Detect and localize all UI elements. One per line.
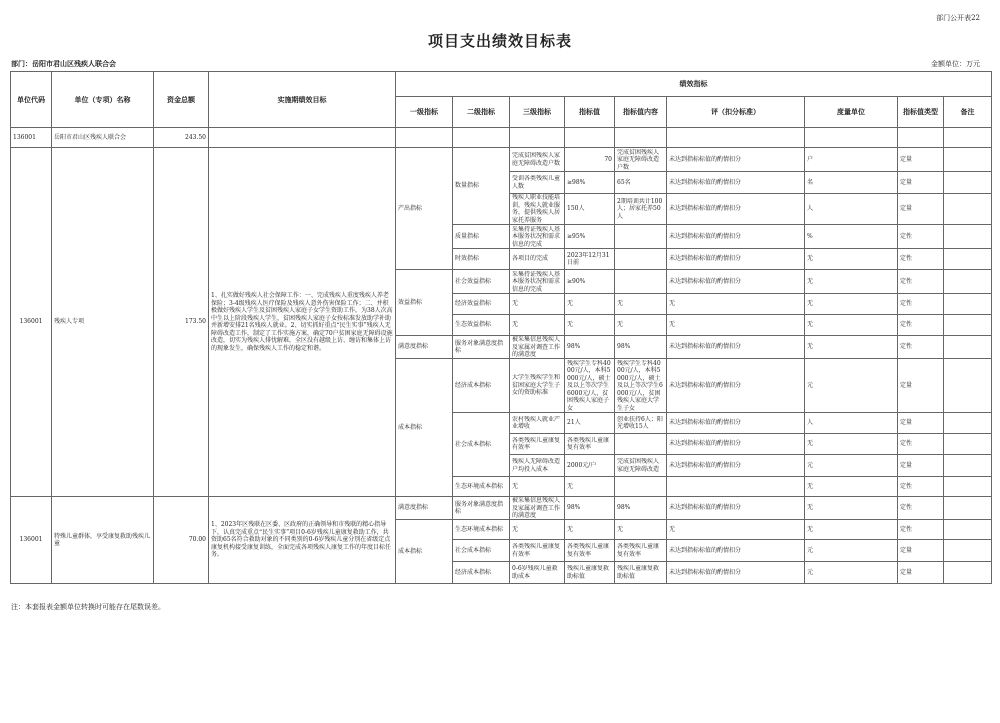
- indicator-type: 定量: [898, 540, 944, 562]
- indicator-measure: 户: [805, 148, 898, 172]
- indicator-score: 无: [667, 294, 805, 315]
- indicator-value: 无: [565, 315, 615, 336]
- indicator-l2: 经济效益指标: [453, 294, 510, 315]
- table-row: [11, 128, 992, 148]
- indicator-measure: 元: [805, 455, 898, 477]
- indicator-l3: 大学生残疾学生和贫困家庭大学生子女的资助标准: [512, 374, 561, 397]
- indicator-l3: 各项目的完成: [510, 249, 565, 270]
- indicator-measure: 无: [805, 434, 898, 455]
- project2-name: 特殊儿童群体，享受康复救助残疾儿童: [52, 497, 154, 584]
- indicator-content: 完成贫困残疾人家庭无障碍改造户数: [617, 148, 660, 171]
- indicator-score: 无: [667, 520, 805, 540]
- header-value: 指标值: [565, 97, 615, 128]
- indicator-score: 未达到指标标值的酌情扣分: [667, 540, 805, 562]
- indicator-l3: 各类残疾儿童康复有效率: [512, 436, 561, 451]
- indicator-type: 定性: [898, 249, 944, 270]
- indicator-score: 未达到指标标值的酌情扣分: [667, 270, 805, 294]
- indicator-measure: 无: [805, 315, 898, 336]
- indicator-value: ≥90%: [565, 270, 615, 294]
- indicator-value: 70: [565, 148, 615, 172]
- indicator-measure: 无: [805, 336, 898, 359]
- indicator-value: 残疾儿童康复救助标值: [567, 565, 610, 580]
- header-value-content: 指标值内容: [615, 97, 667, 128]
- indicator-l3: 残疾人无障碍改造户均投入成本: [512, 458, 561, 473]
- indicator-value: ≥95%: [565, 225, 615, 249]
- header-score: 评（扣分标准）: [667, 97, 805, 128]
- indicator-content: 完成贫困残疾人家庭无障碍改造: [617, 458, 660, 473]
- header-type: 指标值类型: [898, 97, 944, 128]
- project1-group-benefit: 效益指标: [396, 270, 453, 336]
- unit-name: 岳阳市君山区残疾人联合会: [52, 128, 154, 148]
- indicator-l2: 社会成本指标: [453, 413, 510, 477]
- indicator-type: 定量: [898, 413, 944, 434]
- indicator-type: 定性: [898, 225, 944, 249]
- table-row: [11, 148, 992, 172]
- indicator-type: 定性: [898, 477, 944, 497]
- indicator-type: 定性: [898, 520, 944, 540]
- indicator-score: 未达到指标标值的酌情扣分: [667, 336, 805, 359]
- unit-amount: 243.50: [154, 128, 209, 148]
- header-indicators: 绩效指标: [396, 72, 992, 97]
- performance-table: [10, 71, 992, 584]
- indicator-content: 无: [615, 520, 667, 540]
- indicator-score: 无: [667, 315, 805, 336]
- indicator-measure: %: [805, 225, 898, 249]
- header-amount: 资金总额: [154, 72, 209, 128]
- indicator-l3: 被采集信息残疾人及家属对调查工作的满意度: [512, 336, 561, 358]
- indicator-l3: 采集持证残疾人基本服务状况和需求信息的完成: [512, 225, 561, 248]
- indicator-content: 各类残疾儿童康复有效率: [617, 543, 660, 558]
- indicator-measure: 无: [805, 520, 898, 540]
- indicator-content: 创业扶持6人；阳光增收15人: [617, 415, 663, 430]
- indicator-l3: 完成贫困残疾人家庭无障碍改造户数: [512, 152, 561, 167]
- indicator-l2: 经济成本指标: [453, 359, 510, 413]
- footnote: 注：本套报表金额单位转换时可能存在尾数误差。: [11, 603, 165, 611]
- unit-code: 136001: [11, 128, 52, 148]
- indicator-l3: 0-6岁残疾儿童救助成本: [512, 565, 558, 580]
- indicator-type: 定性: [898, 336, 944, 359]
- indicator-l3: 无: [510, 315, 565, 336]
- indicator-measure: 无: [805, 270, 898, 294]
- indicator-type: 定量: [898, 194, 944, 225]
- indicator-type: 定量: [898, 172, 944, 194]
- table-row: [11, 497, 992, 520]
- indicator-value: 无: [565, 477, 615, 497]
- project1-amount: 173.50: [154, 148, 209, 497]
- indicator-measure: 无: [805, 477, 898, 497]
- indicator-measure: 无: [805, 249, 898, 270]
- indicator-score: 未达到指标标值的酌情扣分: [667, 359, 805, 413]
- project2-group-cost: 成本指标: [396, 520, 453, 584]
- indicator-l3: 残疾人职业技能培训，残疾人就业服务，提供残疾人居家托养服务: [512, 194, 561, 224]
- indicator-l3: 无: [510, 520, 565, 540]
- indicator-measure: 人: [805, 413, 898, 434]
- indicator-l2: 生态环境成本指标: [453, 520, 510, 540]
- indicator-score: 未达到指标标值的酌情扣分: [667, 434, 805, 455]
- indicator-value: 无: [565, 520, 615, 540]
- indicator-l2: 生态环境成本指标: [453, 477, 510, 497]
- indicator-score: 未达到指标标值的酌情扣分: [667, 562, 805, 584]
- indicator-value: 98%: [565, 336, 615, 359]
- indicator-measure: 无: [805, 294, 898, 315]
- indicator-value: 各类残疾儿童康复有效率: [567, 543, 610, 558]
- header-level2: 二级指标: [453, 97, 510, 128]
- indicator-score: 未达到指标标值的酌情扣分: [667, 225, 805, 249]
- indicator-l3: 无: [510, 294, 565, 315]
- project1-goal: 1、扎实做好残疾人社会保障工作：一、完成残疾人重度残疾人养老保险；3-4级残疾人医疗保险及残疾人意外伤害保险工作；二、并积极做好残疾人学生及贫困残疾人家庭子女学生资助工作，为38人次高中生以上阶段残疾人学生，贫困残疾人家庭子女按标准发放助学补助并新增安排21名残疾人就业。2、切实抓好重点“民生实事”残疾人无障碍改造工作，制定了工作实施方案，确定70户贫困家庭无障碍设施改造，切实为残疾人排忧解难，全区没有越级上访、缠访和集体上访的现象发生，确保残疾人工作的稳定和谐。: [209, 148, 396, 497]
- indicator-l2: 生态效益指标: [453, 315, 510, 336]
- project2-goal: 1、2023年区残联在区委、区政府的正确领导和市残联的精心指导下，认真完成重点“民生实事”项目0-6岁残疾儿童康复救助工作，共资助65名符合救助对象的不同类别的0-6岁残疾儿童分别在省级定点康复机构接受康复训练，全面完成各项残疾人康复工作的年度目标任务。: [209, 497, 396, 584]
- indicator-score: 未达到指标标值的酌情扣分: [667, 455, 805, 477]
- project2-amount: 70.00: [154, 497, 209, 584]
- indicator-l2: 服务对象满意度指标: [453, 497, 510, 520]
- indicator-value: 各类残疾儿童康复有效率: [567, 436, 610, 451]
- header-measure: 度量单位: [805, 97, 898, 128]
- indicator-type: 定性: [898, 315, 944, 336]
- indicator-measure: 元: [805, 562, 898, 584]
- project1-group-cost: 成本指标: [396, 359, 453, 497]
- indicator-score: 未达到指标标值的酌情扣分: [667, 148, 805, 172]
- indicator-value: 2023年12月31日前: [567, 251, 610, 266]
- indicator-measure: 人: [805, 194, 898, 225]
- department-label: 部门：岳阳市君山区残疾人联合会: [11, 59, 116, 68]
- header-remark: 备注: [944, 97, 992, 128]
- header-level3: 三级指标: [510, 97, 565, 128]
- indicator-value: 残疾学生专科4000元/人，本科5000元/人，硕士及以上等次学生6000元/人，贫困残疾人家庭子女: [567, 359, 611, 412]
- indicator-type: 定性: [898, 497, 944, 520]
- amount-unit-label: 金额单位：万元: [931, 60, 980, 68]
- indicator-l2: 社会效益指标: [453, 270, 510, 294]
- indicator-value: 150人: [565, 194, 615, 225]
- indicator-type: 定性: [898, 294, 944, 315]
- page-title: 项目支出绩效目标表: [427, 32, 572, 50]
- indicator-measure: 无: [805, 497, 898, 520]
- indicator-l3: 采集持证残疾人基本服务状况和需求信息的完成: [512, 270, 561, 293]
- indicator-score: 未达到指标标值的酌情扣分: [667, 172, 805, 194]
- indicator-content: 2期培训共计100人；居家托养50人: [617, 197, 663, 220]
- project1-group-output: 产出指标: [396, 148, 453, 270]
- indicator-content: 65名: [615, 172, 667, 194]
- indicator-score: 未达到指标标值的酌情扣分: [667, 413, 805, 434]
- indicator-value: 21人: [565, 413, 615, 434]
- indicator-score: 未达到指标标值的酌情扣分: [667, 194, 805, 225]
- indicator-content: 98%: [615, 336, 667, 359]
- indicator-measure: 元: [805, 540, 898, 562]
- indicator-type: 定量: [898, 455, 944, 477]
- indicator-l2: 经济成本指标: [453, 562, 510, 584]
- indicator-content: 无: [615, 294, 667, 315]
- project1-group-satisfaction: 满意度指标: [396, 336, 453, 359]
- project2-group-satisfaction: 满意度指标: [396, 497, 453, 520]
- indicator-content: 98%: [615, 497, 667, 520]
- indicator-l3: 被采集信息残疾人及家属对调查工作的满意度: [512, 497, 561, 519]
- indicator-type: 定量: [898, 359, 944, 413]
- indicator-l2: 时效指标: [453, 249, 510, 270]
- indicator-type: 定性: [898, 270, 944, 294]
- indicator-type: 定量: [898, 148, 944, 172]
- indicator-score: 未达到指标标值的酌情扣分: [667, 497, 805, 520]
- indicator-l3: 受训各类残疾儿童人数: [512, 175, 561, 190]
- indicator-value: ≥98%: [565, 172, 615, 194]
- indicator-l3: 各类残疾儿童康复有效率: [512, 543, 561, 558]
- project2-code: 136001: [11, 497, 52, 584]
- indicator-l3: 无: [510, 477, 565, 497]
- header-goal: 实施期绩效目标: [209, 72, 396, 128]
- indicator-value: 无: [565, 294, 615, 315]
- indicator-value: 98%: [565, 497, 615, 520]
- indicator-l2: 数量指标: [453, 148, 510, 225]
- indicator-content: 残疾学生专科4000元/人，本科5000元/人，硕士及以上等次学生6000元/人，贫困残疾人家庭大学生子女: [617, 359, 663, 412]
- indicator-l2: 质量指标: [453, 225, 510, 249]
- indicator-content: 无: [615, 315, 667, 336]
- indicator-content: 残疾儿童康复救助标值: [617, 565, 660, 580]
- header-level1: 一级指标: [396, 97, 453, 128]
- indicator-measure: 名: [805, 172, 898, 194]
- header-name: 单位（专项）名称: [52, 72, 154, 128]
- indicator-type: 定量: [898, 562, 944, 584]
- indicator-l2: 社会成本指标: [453, 540, 510, 562]
- indicator-measure: 元: [805, 359, 898, 413]
- indicator-type: 定性: [898, 434, 944, 455]
- indicator-l3: 农村残疾人就业产业增收: [512, 415, 561, 430]
- table-number-label: 部门公开表22: [936, 14, 980, 22]
- project1-name: 残疾人专项: [52, 148, 154, 497]
- header-code: 单位代码: [11, 72, 52, 128]
- indicator-l2: 服务对象满意度指标: [453, 336, 510, 359]
- project1-code: 136001: [11, 148, 52, 497]
- indicator-value: 2000元/户: [565, 455, 615, 477]
- indicator-score: 未达到指标标值的酌情扣分: [667, 249, 805, 270]
